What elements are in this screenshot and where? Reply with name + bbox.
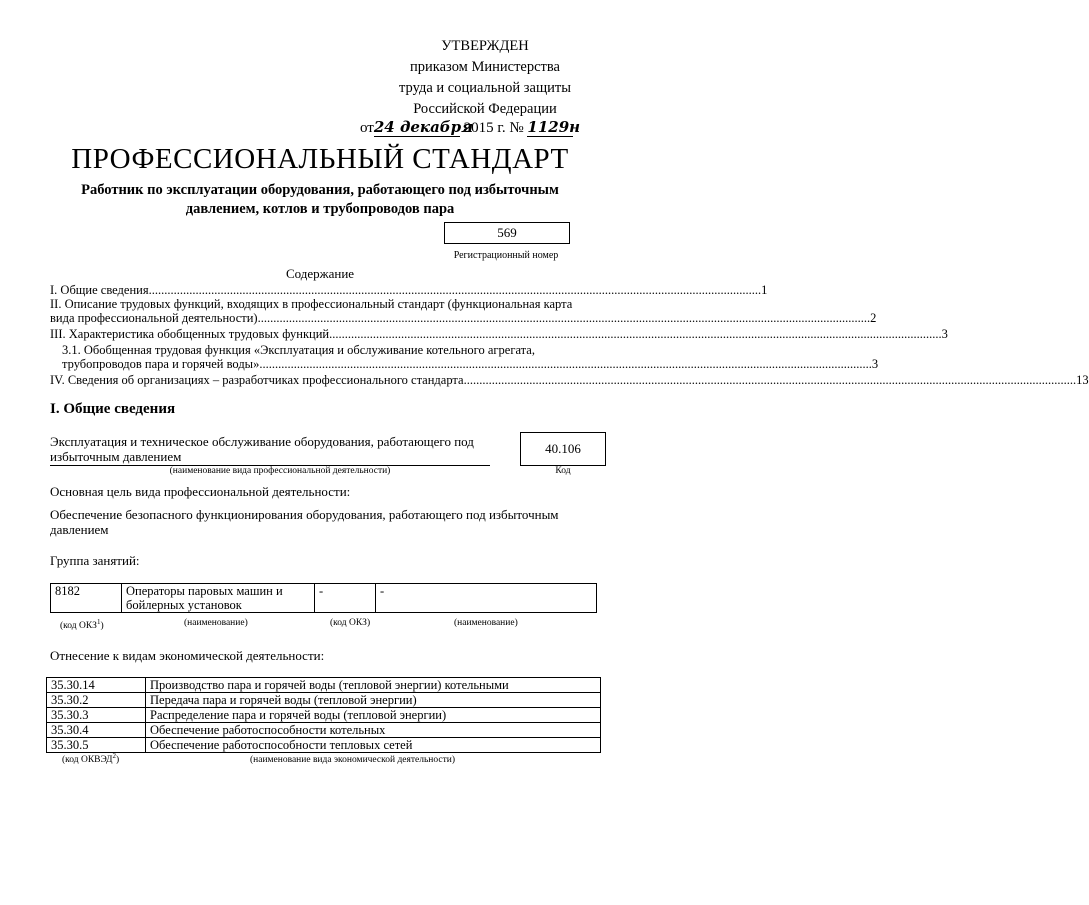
section-heading: I. Общие сведения [50,401,176,417]
table-row [47,678,601,693]
table-row [47,723,601,738]
okved-label: Отнесение к видам экономической деятельности: [50,648,325,663]
toc-item-text-line1: II. Описание трудовых функций, входящих в профессиональный стандарт (функциональная карта [50,297,573,311]
handwritten-date: 24 декабря [373,118,474,136]
table-row [51,584,597,613]
okved-code: 35.30.14 [47,678,146,693]
okved-name: Распределение пара и горячей воды (тепловой энергии) [146,708,601,723]
okved-name: Передача пара и горячей воды (тепловой энергии) [146,693,601,708]
toc-item-text: III. Характеристика обобщенных трудовых функций [50,327,330,341]
activity-name: Эксплуатация и техническое обслуживание оборудования, работающего под избыточным давлением [50,434,490,466]
toc-page: 13 [1076,373,1089,387]
okved-table [46,677,601,753]
order-date-line [360,118,620,137]
contents-heading: Содержание [285,266,355,281]
okz-code-2: - [315,584,376,613]
toc-leader: .................................................................................................................................................................................................... [257,311,871,325]
toc-page: 1 [761,283,768,297]
toc-item-text: IV. Сведения об организациях – разработчиках профессионального стандарта [50,373,464,387]
document-subtitle: Работник по эксплуатации оборудования, работающего под избыточным давлением, котлов и трубопроводов пара [81,182,559,217]
caption-okved-code: (код ОКВЭД$^2$) [62,752,120,766]
date-prefix: от [360,120,374,136]
activity-caption: (наименование вида профессиональной деятельности) [169,466,391,476]
okved-name: Обеспечение работоспособности котельных [146,723,601,738]
toc-page: 3 [871,357,879,371]
caption-okz-code-2: (код ОКЗ) [330,618,371,628]
approval-line-1: УТВЕРЖДЕН [441,38,529,54]
toc-page: 3 [941,327,948,341]
goal-label: Основная цель вида профессиональной деятельности: [50,484,351,499]
okved-name: Обеспечение работоспособности тепловых сетей [146,738,601,753]
caption-okved-name: (наименование вида экономической деятельности) [250,755,455,765]
toc-leader: .................................................................................................................................................................................................... [329,327,942,341]
toc-item-text-line1: 3.1. Обобщенная трудовая функция «Эксплуатация и обслуживание котельного агрегата, [62,343,535,357]
caption-okz-name: (наименование) [184,618,248,628]
caption-okz-name-2: (наименование) [454,618,518,628]
approval-line-3: труда и социальной защиты [399,80,571,96]
table-row [47,708,601,723]
toc-item-5[interactable] [50,373,1089,387]
toc-item-3[interactable] [50,327,948,341]
caption-okz-code: (код ОКЗ$^1$) [60,618,104,632]
activity-code-box: 40.106 [520,432,606,466]
group-label: Группа занятий: [50,553,140,568]
goal-text: Обеспечение безопасного функционирования оборудования, работающего под избыточным давлением [50,507,559,537]
okved-code: 35.30.5 [47,738,146,753]
okz-name-2: - [376,584,597,613]
toc-item-text-line2: трубопроводов пара и горячей воды» [62,357,260,371]
order-year: 2015 г. № [463,120,524,136]
toc-leader: .................................................................................................................................................................................................... [463,373,1077,387]
toc-leader: .................................................................................................................................................................................................... [148,283,762,297]
toc-item-text-line2: вида профессиональной деятельности) [50,311,258,325]
okved-code: 35.30.3 [47,708,146,723]
okved-name: Производство пара и горячей воды (тепловой энергии) котельными [146,678,601,693]
okz-code: 8182 [51,584,122,613]
toc-item-4[interactable] [62,343,879,371]
registration-number-box: 569 [444,222,570,244]
okved-code: 35.30.4 [47,723,146,738]
okved-code: 35.30.2 [47,693,146,708]
document-title: ПРОФЕССИОНАЛЬНЫЙ СТАНДАРТ [71,143,569,175]
occupation-group-table [50,583,597,613]
toc-leader: .................................................................................................................................................................................................... [259,357,872,371]
approval-block [360,36,610,120]
toc-item-1[interactable] [50,283,768,297]
approval-line-2: приказом Министерства [410,59,560,75]
toc-page: 2 [870,311,877,325]
toc-item-2[interactable] [50,297,877,325]
okz-name: Операторы паровых машин и бойлерных установок [122,584,315,613]
table-row [47,738,601,753]
toc-item-text: I. Общие сведения [50,283,149,297]
table-row [47,693,601,708]
handwritten-number: 1129н [527,118,581,136]
approval-line-4: Российской Федерации [413,101,557,117]
registration-label: Регистрационный номер [453,250,559,261]
code-caption: Код [555,466,571,476]
